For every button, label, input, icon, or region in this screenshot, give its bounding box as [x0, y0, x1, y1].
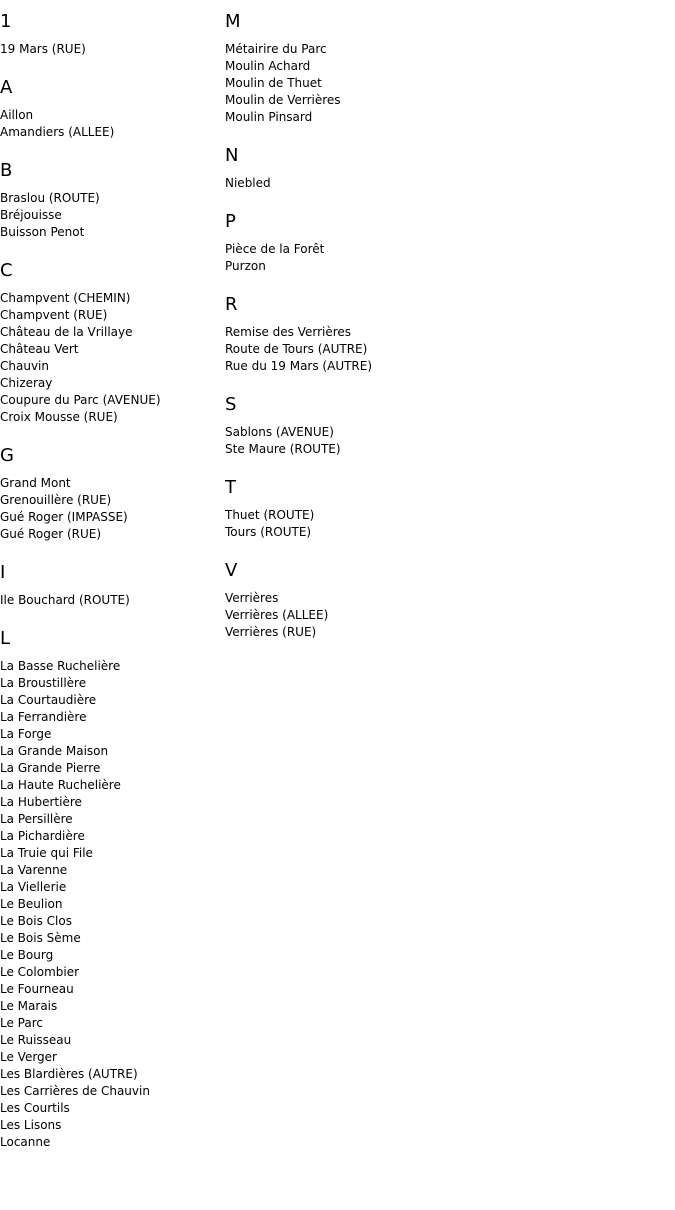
street-list-item [0, 760, 220, 777]
street-list-item [0, 307, 220, 324]
letter-heading: I [0, 562, 6, 583]
street-list-item [225, 241, 525, 258]
street-link[interactable]: Les Carrières de Chauvin [0, 1084, 150, 1098]
street-link[interactable]: La Viellerie [0, 880, 67, 894]
street-list-item [0, 358, 220, 375]
street-link[interactable]: Thuet (ROUTE) [225, 508, 315, 522]
street-link[interactable]: Le Beulion [0, 897, 63, 911]
street-link[interactable]: La Grande Maison [0, 744, 109, 758]
street-list [225, 507, 525, 541]
street-link[interactable]: Route de Tours (AUTRE) [225, 342, 368, 356]
street-link[interactable]: Niebled [225, 176, 271, 190]
street-list-item [0, 862, 220, 879]
letter-group [225, 394, 525, 458]
street-link[interactable]: Pièce de la Forêt [225, 242, 325, 256]
street-link[interactable]: Le Colombier [0, 965, 80, 979]
street-list-item [0, 526, 220, 543]
street-list-item [0, 879, 220, 896]
street-link[interactable]: La Varenne [0, 863, 68, 877]
street-link[interactable]: La Truie qui File [0, 846, 93, 860]
street-list-item [0, 896, 220, 913]
street-link[interactable]: Locanne [0, 1135, 51, 1149]
street-list-item [0, 1032, 220, 1049]
street-list [225, 424, 525, 458]
street-list-item [0, 930, 220, 947]
street-list-item [0, 1015, 220, 1032]
street-list-item [0, 828, 220, 845]
street-link[interactable]: Le Bourg [0, 948, 54, 962]
street-list-item [0, 1100, 220, 1117]
street-list [225, 175, 525, 192]
street-link[interactable]: Verrières (ALLEE) [225, 608, 329, 622]
street-list-item [225, 258, 525, 275]
street-list-item [0, 341, 220, 358]
street-list-item [0, 375, 220, 392]
street-list [0, 475, 220, 543]
street-link[interactable]: Gué Roger (RUE) [0, 527, 102, 541]
street-list-item [0, 794, 220, 811]
street-list [225, 41, 525, 126]
letter-group [225, 211, 525, 275]
street-link[interactable]: La Pichardière [0, 829, 85, 843]
street-list-item [0, 124, 220, 141]
letter-group [225, 560, 525, 641]
street-list-item [225, 175, 525, 192]
street-list-item [0, 1134, 220, 1151]
street-link[interactable]: La Haute Ruchelière [0, 778, 121, 792]
street-list [0, 41, 220, 58]
street-link[interactable]: Chizeray [0, 376, 53, 390]
street-list-item [0, 998, 220, 1015]
street-link[interactable]: Braslou (ROUTE) [0, 191, 100, 205]
street-link[interactable]: Moulin Achard [225, 59, 311, 73]
street-link[interactable]: Chauvin [0, 359, 49, 373]
letter-group [0, 562, 220, 609]
street-list-item [0, 509, 220, 526]
letter-heading: N [225, 145, 239, 166]
street-list-item [0, 324, 220, 341]
street-link[interactable]: La Ferrandière [0, 710, 87, 724]
letter-group [0, 445, 220, 543]
street-list-item [0, 592, 220, 609]
street-link[interactable]: Sablons (AVENUE) [225, 425, 334, 439]
street-list [225, 241, 525, 275]
street-list-item [0, 845, 220, 862]
street-link[interactable]: Le Verger [0, 1050, 57, 1064]
letter-heading: R [225, 294, 238, 315]
street-list-item [0, 913, 220, 930]
street-list-item [0, 743, 220, 760]
street-list-item [0, 692, 220, 709]
letter-heading: T [225, 477, 236, 498]
street-link[interactable]: Remise des Verrières [225, 325, 352, 339]
street-link[interactable]: La Hubertière [0, 795, 82, 809]
street-list [0, 290, 220, 426]
street-list [0, 190, 220, 241]
street-link[interactable]: Champvent (RUE) [0, 308, 108, 322]
street-link[interactable]: Rue du 19 Mars (AUTRE) [225, 359, 373, 373]
street-link[interactable]: Champvent (CHEMIN) [0, 291, 131, 305]
letter-group [0, 11, 220, 58]
street-list-item [225, 524, 525, 541]
street-list [225, 590, 525, 641]
letter-heading: B [0, 160, 13, 181]
street-link[interactable]: Château Vert [0, 342, 79, 356]
street-link[interactable]: Les Blardières (AUTRE) [0, 1067, 138, 1081]
street-link[interactable]: Moulin Pinsard [225, 110, 313, 124]
letter-group [0, 628, 220, 1151]
letter-heading: A [0, 77, 13, 98]
street-link[interactable]: Le Fourneau [0, 982, 74, 996]
street-link[interactable]: Le Parc [0, 1016, 43, 1030]
street-list-item [225, 341, 525, 358]
street-link[interactable]: Verrières [225, 591, 279, 605]
street-list-item [0, 1066, 220, 1083]
letter-heading: L [0, 628, 11, 649]
street-list-item [0, 811, 220, 828]
street-list-item [0, 492, 220, 509]
street-list-item [0, 981, 220, 998]
street-link[interactable]: La Grande Pierre [0, 761, 101, 775]
letter-heading: P [225, 211, 236, 232]
street-link[interactable]: Verrières (RUE) [225, 625, 317, 639]
street-list-item [225, 109, 525, 126]
street-link[interactable]: Aillon [0, 108, 34, 122]
street-link[interactable]: Ste Maure (ROUTE) [225, 442, 341, 456]
street-link[interactable]: Le Bois Clos [0, 914, 72, 928]
letter-group [0, 160, 220, 241]
street-list [0, 592, 220, 609]
street-link[interactable]: La Basse Ruchelière [0, 659, 121, 673]
street-list-item [225, 41, 525, 58]
street-link[interactable]: Grand Mont [0, 476, 71, 490]
letter-group [0, 260, 220, 426]
letter-group [225, 294, 525, 375]
street-list-item [0, 675, 220, 692]
street-list [0, 658, 220, 1151]
street-list-item [225, 590, 525, 607]
street-list-item [0, 475, 220, 492]
street-link[interactable]: Métairire du Parc [225, 42, 327, 56]
street-list-item [225, 441, 525, 458]
street-list-item [0, 107, 220, 124]
street-link[interactable]: Le Ruisseau [0, 1033, 72, 1047]
street-list-item [0, 947, 220, 964]
street-list-item [0, 224, 220, 241]
street-list-item [0, 290, 220, 307]
street-link[interactable]: Tours (ROUTE) [225, 525, 312, 539]
street-list-item [225, 92, 525, 109]
letter-group [225, 11, 525, 126]
street-link[interactable]: Château de la Vrillaye [0, 325, 133, 339]
street-link[interactable]: Amandiers (ALLEE) [0, 125, 115, 139]
street-list [225, 324, 525, 375]
street-list-item [225, 358, 525, 375]
street-list-item [0, 207, 220, 224]
street-list-item [225, 624, 525, 641]
street-list-item [0, 1083, 220, 1100]
street-list-item [225, 424, 525, 441]
street-list-item [225, 75, 525, 92]
street-list-item [0, 392, 220, 409]
street-list-item [225, 58, 525, 75]
street-list-item [0, 190, 220, 207]
street-list-item [0, 709, 220, 726]
street-link[interactable]: Les Courtils [0, 1101, 70, 1115]
street-link[interactable]: Gué Roger (IMPASSE) [0, 510, 128, 524]
street-list-item [0, 777, 220, 794]
street-list-item [225, 507, 525, 524]
letter-heading: V [225, 560, 238, 581]
letter-heading: M [225, 11, 241, 32]
letter-heading: 1 [0, 11, 12, 32]
street-index-column-right [225, 0, 525, 660]
street-index-column-left [0, 0, 220, 1170]
street-link[interactable]: Ile Bouchard (ROUTE) [0, 593, 130, 607]
street-link[interactable]: Purzon [225, 259, 266, 273]
street-link[interactable]: La Broustillère [0, 676, 87, 690]
street-list-item [0, 1049, 220, 1066]
street-link[interactable]: La Courtaudière [0, 693, 97, 707]
street-link[interactable]: Coupure du Parc (AVENUE) [0, 393, 161, 407]
street-link[interactable]: 19 Mars (RUE) [0, 42, 86, 56]
letter-heading: G [0, 445, 14, 466]
letter-group [225, 145, 525, 192]
street-link[interactable]: Le Bois Sème [0, 931, 81, 945]
street-link[interactable]: Buisson Penot [0, 225, 85, 239]
street-list-item [0, 1117, 220, 1134]
street-list-item [225, 324, 525, 341]
street-link[interactable]: Bréjouisse [0, 208, 62, 222]
letter-heading: C [0, 260, 13, 281]
street-link[interactable]: La Persillère [0, 812, 73, 826]
street-link[interactable]: Le Marais [0, 999, 58, 1013]
street-list-item [0, 726, 220, 743]
street-link[interactable]: Moulin de Verrières [225, 93, 341, 107]
street-list-item [225, 607, 525, 624]
letter-group [225, 477, 525, 541]
street-link[interactable]: Les Lisons [0, 1118, 62, 1132]
letter-group [0, 77, 220, 141]
street-link[interactable]: Croix Mousse (RUE) [0, 410, 118, 424]
street-list-item [0, 964, 220, 981]
street-list-item [0, 409, 220, 426]
street-link[interactable]: La Forge [0, 727, 52, 741]
street-list [0, 107, 220, 141]
street-list-item [0, 658, 220, 675]
street-link[interactable]: Moulin de Thuet [225, 76, 322, 90]
letter-heading: S [225, 394, 237, 415]
street-link[interactable]: Grenouillère (RUE) [0, 493, 112, 507]
street-list-item [0, 41, 220, 58]
